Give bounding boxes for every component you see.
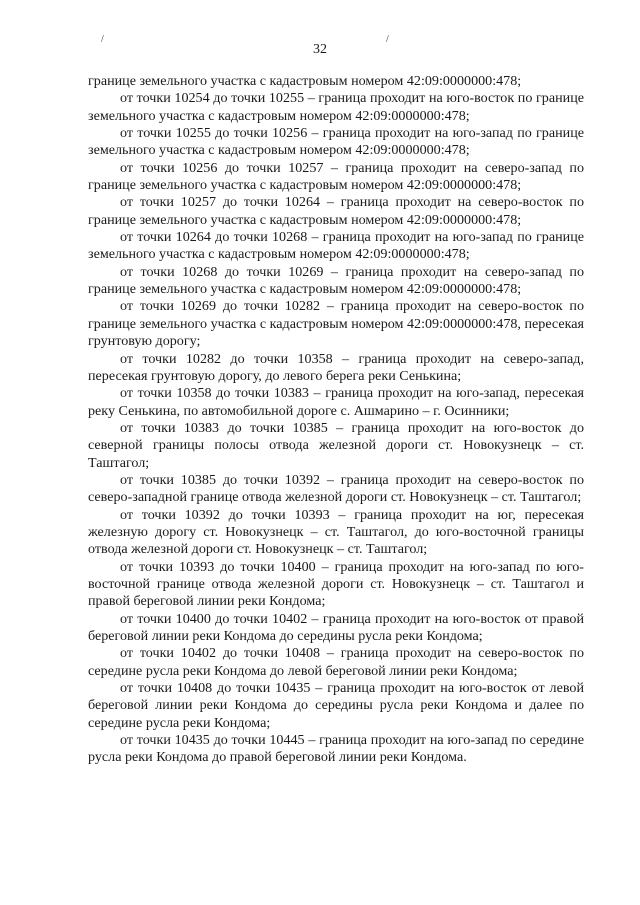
scan-mark: /	[101, 34, 104, 45]
paragraph: от точки 10264 до точки 10268 – граница проходит на юго-запад по границе земельного участка с кадастровым номером 42:09:0000000:478;	[88, 229, 584, 263]
paragraph: от точки 10358 до точки 10383 – граница проходит на юго-запад, пересекая реку Сенькина, по автомобильной дороге с. Ашмарино – г. Осинники;	[88, 385, 584, 419]
paragraph: от точки 10392 до точки 10393 – граница проходит на юг, пересекая железную дорогу ст. Новокузнецк – ст. Таштагол, до юго-восточной границы отвода железной дороги ст. Новокузнецк – ст. Таштагол;	[88, 506, 584, 558]
document-body	[88, 73, 584, 767]
paragraph: границе земельного участка с кадастровым номером 42:09:0000000:478;	[88, 73, 522, 89]
paragraph: от точки 10400 до точки 10402 – граница проходит на юго-восток от правой береговой линии реки Кондома до середины русла реки Кондома;	[88, 610, 584, 644]
paragraph: от точки 10257 до точки 10264 – граница проходит на северо-восток по границе земельного участка с кадастровым номером 42:09:0000000:478;	[88, 194, 584, 228]
paragraph: от точки 10254 до точки 10255 – граница проходит на юго-восток по границе земельного участка с кадастровым номером 42:09:0000000:478;	[88, 90, 584, 124]
paragraph: от точки 10256 до точки 10257 – граница проходит на северо-запад по границе земельного участка с кадастровым номером 42:09:0000000:478;	[88, 159, 584, 194]
paragraph: от точки 10255 до точки 10256 – граница проходит на юго-запад по границе земельного участка с кадастровым номером 42:09:0000000:478;	[88, 125, 584, 159]
paragraph: от точки 10268 до точки 10269 – граница проходит на северо-запад по границе земельного участка с кадастровым номером 42:09:0000000:478;	[88, 263, 584, 298]
paragraph: от точки 10383 до точки 10385 – граница проходит на юго-восток до северной границы полосы отвода железной дороги ст. Новокузнецк – ст. Таштагол;	[88, 419, 584, 471]
scan-mark: /	[386, 34, 389, 45]
paragraph: от точки 10402 до точки 10408 – граница проходит на северо-восток по середине русла реки Кондома до левой береговой линии реки Кондома;	[88, 645, 584, 679]
page-number: 32	[313, 42, 327, 57]
paragraph: от точки 10269 до точки 10282 – граница проходит на северо-восток по границе земельного участка с кадастровым номером 42:09:0000000:478, пересекая грунтовую дорогу;	[88, 298, 584, 350]
paragraph: от точки 10435 до точки 10445 – граница проходит на юго-запад по середине русла реки Кондома до правой береговой линии реки Кондома.	[88, 732, 584, 766]
paragraph: от точки 10385 до точки 10392 – граница проходит на северо-восток по северо-западной границе отвода железной дороги ст. Новокузнецк – ст. Таштагол;	[88, 471, 584, 506]
paragraph: от точки 10393 до точки 10400 – граница проходит на юго-запад по юго-восточной границе отвода железной дороги ст. Новокузнецк – ст. Таштагол и правой береговой линии реки Кондома;	[88, 558, 584, 610]
paragraph: от точки 10282 до точки 10358 – граница проходит на северо-запад, пересекая грунтовую дорогу, до левого берега реки Сенькина;	[88, 350, 584, 384]
paragraph: от точки 10408 до точки 10435 – граница проходит на юго-восток от левой береговой линии реки Кондома до середины русла реки Кондома и далее по середине русла реки Кондома;	[88, 680, 584, 731]
